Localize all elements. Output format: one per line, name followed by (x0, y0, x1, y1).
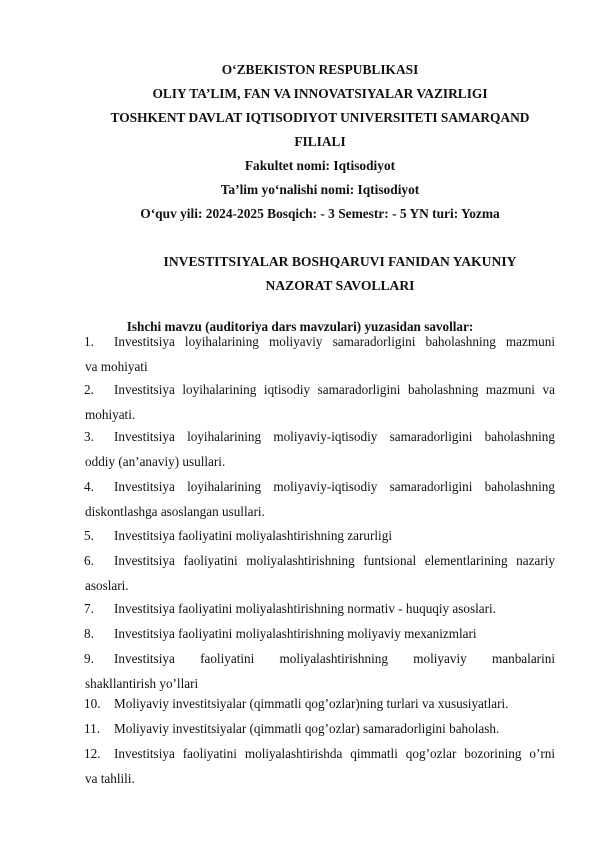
question-text: Investitsiya faoliyatini moliyalashtirishning moliyaviy manbalarini (114, 651, 555, 666)
question-text: Moliyaviy investitsiyalar (qimmatli qog’ozlar) samaradorligini baholash. (114, 721, 500, 736)
header-ministry: OLIY TA’LIM, FAN VA INNOVATSIYALAR VAZIRLIGI (152, 86, 488, 101)
question-number: 3. (84, 429, 94, 444)
question-text: Investitsiya loyihalarining moliyaviy samaradorligini baholashning mazmuni (114, 334, 555, 349)
question-number: 2. (84, 382, 94, 397)
header-faculty: Fakultet nomi: Iqtisodiyot (244, 158, 396, 173)
question-number: 1. (84, 334, 94, 349)
header-direction: Ta’lim yo‘nalishi nomi: Iqtisodiyot (220, 182, 420, 197)
question-text-continuation: mohiyati. (85, 407, 136, 422)
question-number: 12. (84, 746, 101, 761)
doc-title-line1: INVESTITSIYALAR BOSHQARUVI FANIDAN YAKUNIY (163, 254, 517, 269)
question-text: Investitsiya faoliyatini moliyalashtirishning normativ - huquqiy asoslari. (114, 601, 497, 616)
question-text-continuation: oddiy (an’anaviy) usullari. (85, 454, 226, 469)
header-study-year: O‘quv yili: 2024-2025 Bosqich: - 3 Semestr: - 5 YN turi: Yozma (140, 206, 500, 221)
question-text: Moliyaviy investitsiyalar (qimmatli qog’ozlar)ning turlari va xususiyatlari. (114, 696, 509, 711)
question-text-continuation: va mohiyati (85, 359, 148, 374)
question-text: Investitsiya faoliyatini moliyalashtirishda qimmatli qog’ozlar bozorining o’rni (114, 746, 555, 761)
question-number: 10. (84, 696, 101, 711)
question-item (85, 478, 556, 520)
question-number: 8. (84, 626, 94, 641)
question-number: 9. (84, 651, 94, 666)
doc-title-line2: NAZORAT SAVOLLARI (265, 278, 415, 293)
question-text-continuation: diskontlashga asoslangan usullari. (85, 504, 265, 519)
question-text-continuation: va tahlili. (85, 771, 135, 786)
question-text: Investitsiya faoliyatini moliyalashtirishning moliyaviy mexanizmlari (114, 626, 477, 641)
question-text: Investitsiya faoliyatini moliyalashtirishning zarurligi (114, 528, 392, 543)
question-text: Investitsiya loyihalarining iqtisodiy samaradorligini baholashning mazmuni va (114, 382, 555, 397)
question-item (85, 650, 556, 692)
question-item (85, 428, 556, 470)
section-subtitle: Ishchi mavzu (auditoriya dars mavzulari) yuzasidan savollar: (126, 319, 474, 334)
question-text-continuation: asoslari. (85, 578, 129, 593)
question-number: 6. (84, 553, 94, 568)
question-text-continuation: shakllantirish yo’llari (85, 676, 199, 691)
question-item (85, 333, 556, 375)
question-item (85, 552, 556, 594)
header-branch: FILIALI (294, 134, 346, 149)
header-university: TOSHKENT DAVLAT IQTISODIYOT UNIVERSITETI SAMARQAND (110, 110, 530, 125)
question-text: Investitsiya loyihalarining moliyaviy-iqtisodiy samaradorligini baholashning (114, 429, 555, 444)
question-text: Investitsiya faoliyatini moliyalashtirishning funtsional elementlarining nazariy (114, 553, 555, 568)
question-item (85, 381, 556, 423)
question-number: 7. (84, 601, 94, 616)
question-item (85, 695, 556, 712)
question-number: 4. (84, 479, 94, 494)
question-item (85, 527, 556, 544)
question-item (85, 720, 556, 737)
question-number: 11. (84, 721, 100, 736)
question-number: 5. (84, 528, 94, 543)
question-text: Investitsiya loyihalarining moliyaviy-iqtisodiy samaradorligini baholashning (114, 479, 555, 494)
question-item (85, 625, 556, 642)
header-country: O‘ZBEKISTON RESPUBLIKASI (221, 62, 419, 77)
question-item (85, 600, 556, 617)
question-item (85, 745, 556, 787)
